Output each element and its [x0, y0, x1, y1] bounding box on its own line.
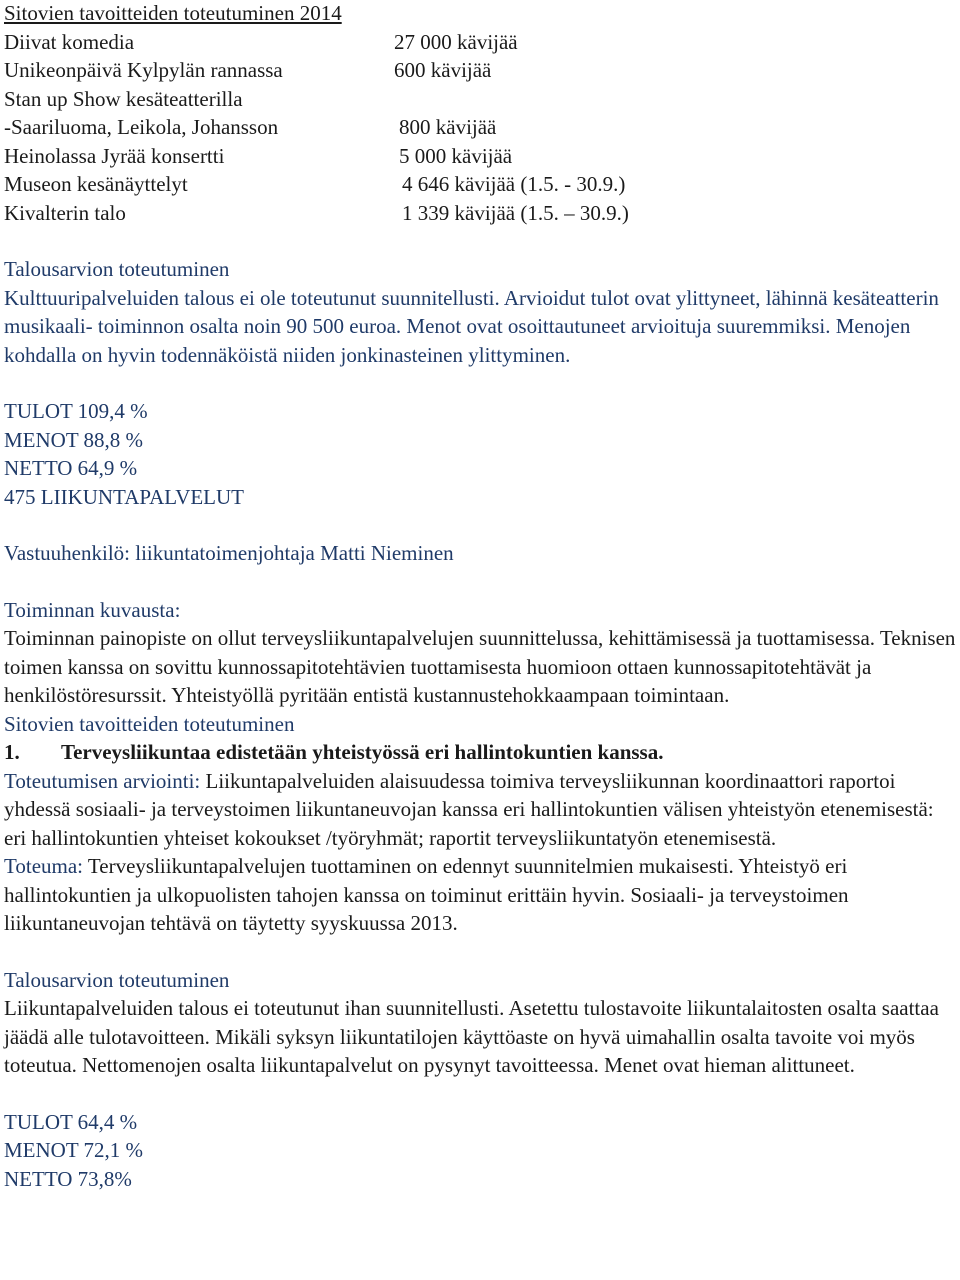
goals-heading-2014: Sitovien tavoitteiden toteutuminen 2014 — [4, 1, 342, 25]
event-row — [4, 199, 956, 228]
spacer — [4, 1080, 956, 1108]
event-value: 800 kävijää — [399, 115, 497, 139]
evaluation-label: Toteutumisen arviointi: — [4, 768, 201, 793]
evaluation-text: Liikuntapalveluiden alaisuudessa toimiva terveysliikunnan koordinaattori raportoi yhdessä sosiaali- ja terveystoimen liikuntaneuvojan kanssa eri hallintokuntien välisen yhteistyön etenemisestä: eri hallintokuntien yhteiset kokoukset /työryhmät; raportit terveysliikuntatyön etenemisestä. — [4, 768, 934, 850]
spacer — [4, 369, 956, 397]
budget-text: Liikuntapalveluiden talous ei toteutunut ihan suunnitellusti. Asetettu tulostavoite liikuntalaitosten osalta saattaa jäädä alle tulotavoitteen. Mikäli syksyn liikuntatilojen käyttöaste on hyvä uimahallin osalta tavoite voi myös toteutua. Nettomenojen osalta liikuntapalvelut on pysynyt tavoitteessa. Menet ovat hieman alittuneet. — [4, 996, 939, 1077]
event-value: 27 000 kävijää — [394, 29, 518, 54]
budget-text: Kulttuuripalveluiden talous ei ole toteutunut suunnitellusti. Arvioidut tulot ovat ylittyneet, lähinnä kesäteatterin musikaali- toiminnon osalta noin 90 500 euroa. Menot ovat osoittautuneet arvioituja suuremmiksi. Menojen kohdalla on hyvin todennäköistä niiden jonkinasteinen ylittyminen. — [4, 285, 939, 367]
responsible-person: Vastuuhenkilö: liikuntatoimenjohtaja Matti Nieminen — [4, 541, 454, 565]
goal-text: Terveysliikuntaa edistetään yhteistyössä eri hallintokuntien kanssa. — [61, 740, 664, 764]
event-row — [4, 85, 956, 114]
event-name: Museon kesänäyttelyt — [4, 172, 188, 196]
result-text: Terveysliikuntapalvelujen tuottaminen on edennyt suunnitelmien mukaisesti. Yhteistyö eri hallintokuntien ja ulkopuolisten tahojen kanssa on toiminut erittäin hyvin. Sosiaali- ja terveystoimen liikuntaneuvojan tehtävä on täytetty syyskuussa 2013. — [4, 854, 849, 935]
event-row — [4, 113, 956, 142]
result-label: Toteuma: — [4, 854, 84, 878]
event-name: Heinolassa Jyrää konsertti — [4, 143, 225, 168]
expenses-figure: MENOT 72,1 % — [4, 1138, 144, 1162]
income-figure: TULOT 64,4 % — [4, 1109, 138, 1134]
net-figure: NETTO 64,9 % — [4, 456, 138, 480]
net-figure: NETTO 73,8% — [4, 1166, 132, 1191]
income-figure: TULOT 109,4 % — [4, 399, 148, 423]
budget-heading: Talousarvion toteutuminen — [4, 257, 230, 281]
event-value: 5 000 kävijää — [399, 143, 513, 168]
spacer — [4, 511, 956, 539]
spacer — [4, 568, 956, 596]
event-name: Diivat komedia — [4, 29, 135, 54]
evaluation-paragraph — [4, 767, 956, 853]
event-value: 1 339 kävijää (1.5. – 30.9.) — [402, 200, 629, 225]
section-title: 475 LIIKUNTAPALVELUT — [4, 484, 245, 509]
event-name: Kivalterin talo — [4, 200, 126, 225]
spacer — [4, 938, 956, 966]
expenses-figure: MENOT 88,8 % — [4, 427, 144, 452]
goals-heading: Sitovien tavoitteiden toteutuminen — [4, 711, 295, 736]
event-name: Stan up Show kesäteatterilla — [4, 86, 243, 111]
event-row — [4, 170, 956, 199]
event-value: 4 646 kävijää (1.5. - 30.9.) — [402, 172, 626, 196]
description-text: Toiminnan painopiste on ollut terveysliikuntapalvelujen suunnittelussa, kehittämisessä ja tuottamisessa. Teknisen toimen kanssa on sovittu kunnossapitotehtävien tuottamisesta huomioon ottaen kunnossapitotehtävät ja henkilöstöresurssit. Yhteistyöllä pyritään entistä kustannustehokkaampaan toimintaan. — [4, 626, 956, 707]
event-row — [4, 142, 956, 171]
event-name: Unikeonpäivä Kylpylän rannassa — [4, 58, 283, 82]
event-row — [4, 28, 956, 57]
event-name: -Saariluoma, Leikola, Johansson — [4, 115, 279, 139]
budget-heading: Talousarvion toteutuminen — [4, 967, 230, 992]
event-row — [4, 56, 956, 85]
result-paragraph — [4, 852, 956, 938]
event-value: 600 kävijää — [394, 58, 492, 82]
description-heading: Toiminnan kuvausta: — [4, 597, 181, 622]
spacer — [4, 227, 956, 255]
goal-item — [4, 738, 956, 767]
document-page — [4, 0, 956, 1193]
goal-number: 1. — [4, 740, 20, 764]
